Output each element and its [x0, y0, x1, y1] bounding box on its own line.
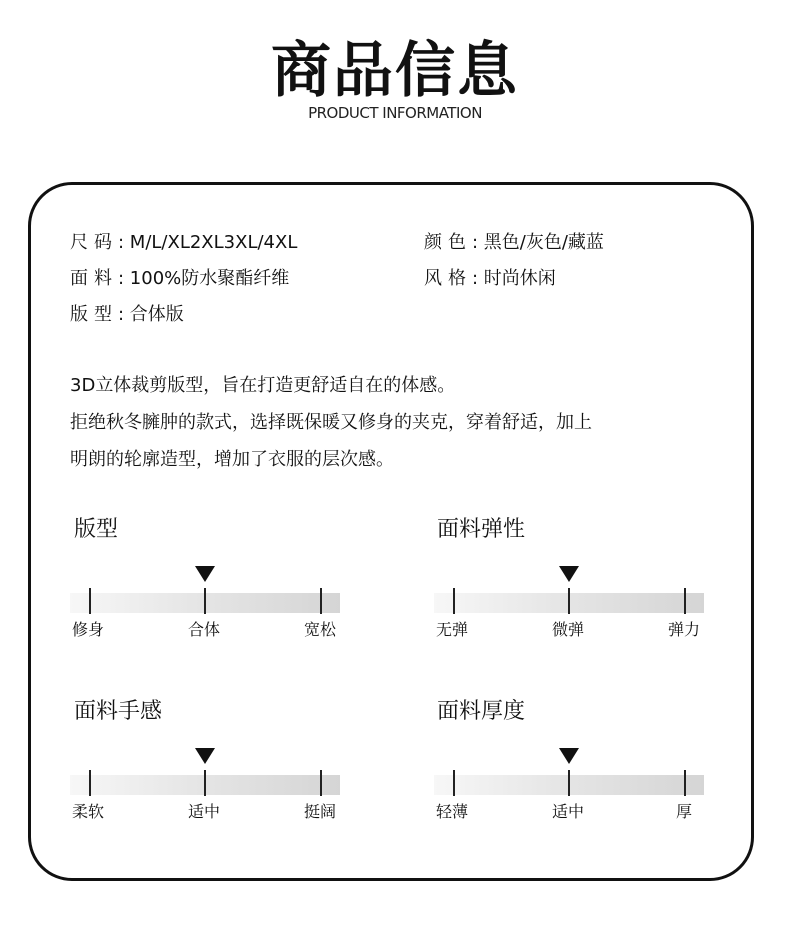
spec-style — [424, 267, 556, 291]
spec-color-sep: : — [472, 232, 484, 253]
scale-label-middle: 适中 — [188, 802, 221, 821]
spec-size-sep: : — [118, 232, 130, 253]
scale-marker-icon — [195, 566, 215, 582]
scale-marker-icon — [559, 566, 579, 582]
scale-label-right: 挺阔 — [304, 802, 337, 821]
scale-label-right: 弹力 — [668, 620, 701, 639]
scale-label-left: 轻薄 — [436, 802, 469, 821]
scale-tick — [684, 770, 686, 796]
description-line-3: 明朗的轮廓造型，增加了衣服的层次感。 — [70, 449, 394, 470]
spec-material-value: 100%防水聚酯纤维 — [129, 268, 290, 289]
spec-color — [424, 231, 604, 255]
scale-tick — [568, 588, 570, 614]
scale-marker-icon — [195, 748, 215, 764]
spec-cut-value: 合体版 — [129, 304, 184, 325]
page-subtitle: PRODUCT INFORMATION — [308, 104, 482, 122]
scale-hand-feel — [70, 742, 340, 822]
spec-material — [70, 267, 289, 291]
scale-cut — [70, 560, 340, 640]
description-line-1: 3D立体裁剪版型，旨在打造更舒适自在的体感。 — [70, 375, 456, 396]
scale-label-right: 宽松 — [304, 620, 337, 639]
spec-cut-sep: : — [118, 304, 130, 325]
scale-tick — [568, 770, 570, 796]
spec-size-value: M/L/XL2XL3XL/4XL — [129, 232, 298, 253]
scale-tick — [684, 588, 686, 614]
scale-title-elasticity: 面料弹性 — [437, 517, 526, 542]
scale-elasticity — [434, 560, 704, 640]
spec-material-sep: : — [118, 268, 130, 289]
spec-style-sep: : — [472, 268, 484, 289]
spec-size — [70, 231, 297, 255]
scale-thickness — [434, 742, 704, 822]
spec-size-label: 尺码 — [70, 232, 118, 253]
scale-tick — [89, 770, 91, 796]
scale-label-middle: 合体 — [188, 620, 221, 639]
scale-title-thickness: 面料厚度 — [437, 699, 526, 724]
page-title: 商品信息 — [271, 36, 519, 106]
spec-style-value: 时尚休闲 — [483, 268, 556, 289]
spec-color-value: 黑色/灰色/藏蓝 — [483, 232, 604, 253]
scale-tick — [204, 770, 206, 796]
spec-style-label: 风格 — [424, 268, 472, 289]
scale-label-left: 无弹 — [436, 620, 469, 639]
scale-label-left: 修身 — [72, 620, 105, 639]
scale-tick — [89, 588, 91, 614]
scale-tick — [320, 770, 322, 796]
scale-tick — [320, 588, 322, 614]
scale-tick — [204, 588, 206, 614]
scale-label-middle: 微弹 — [552, 620, 585, 639]
spec-cut — [70, 303, 184, 327]
scale-label-left: 柔软 — [72, 802, 105, 821]
spec-material-label: 面料 — [70, 268, 118, 289]
scale-title-hand-feel: 面料手感 — [74, 699, 163, 724]
scale-title-cut: 版型 — [74, 517, 119, 542]
scale-tick — [453, 588, 455, 614]
spec-color-label: 颜色 — [424, 232, 472, 253]
scale-tick — [453, 770, 455, 796]
spec-cut-label: 版型 — [70, 304, 118, 325]
scale-marker-icon — [559, 748, 579, 764]
scale-label-right: 厚 — [676, 802, 693, 821]
scale-label-middle: 适中 — [552, 802, 585, 821]
description-line-2: 拒绝秋冬臃肿的款式，选择既保暖又修身的夹克，穿着舒适，加上 — [70, 412, 592, 433]
